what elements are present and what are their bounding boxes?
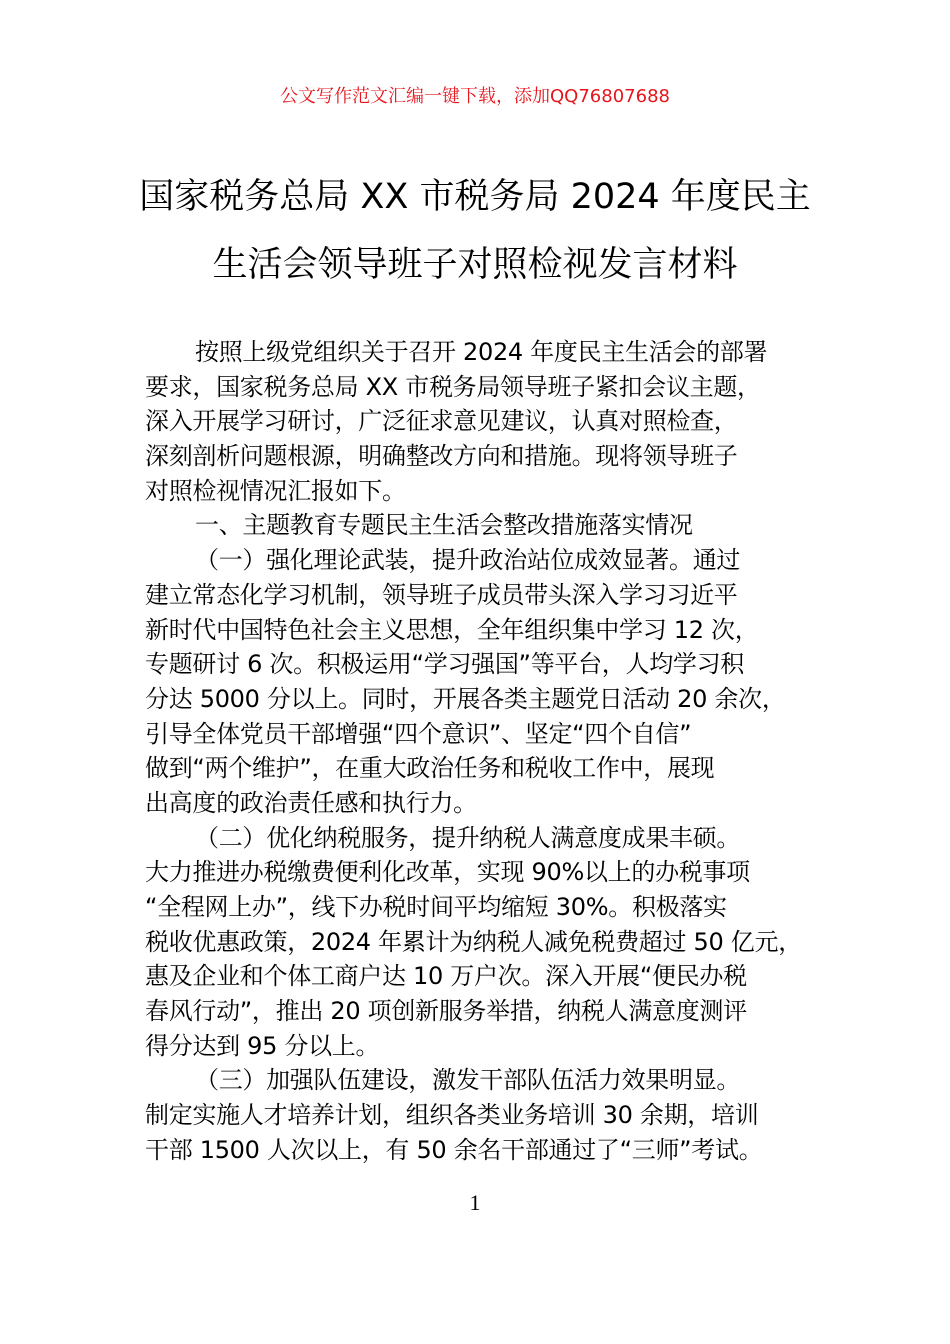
download-promo-header: 公文写作范文汇编一键下载，添加QQ76807688 bbox=[280, 86, 670, 107]
page-number: 1 bbox=[469, 1190, 481, 1215]
body-text-line: 税收优惠政策，2024 年累计为纳税人减免税费超过 50 亿元， bbox=[145, 927, 802, 956]
body-text-line: 对照检视情况汇报如下。 bbox=[145, 476, 406, 505]
body-text-line: （一）强化理论武装，提升政治站位成效显著。通过 bbox=[195, 546, 741, 575]
body-text-line: 做到“两个维护”，在重大政治任务和税收工作中，展现 bbox=[145, 754, 715, 783]
body-text-line: 大力推进办税缴费便利化改革，实现 90%以上的办税事项 bbox=[145, 858, 750, 887]
body-text-line: 惠及企业和个体工商户达 10 万户次。深入开展“便民办税 bbox=[145, 962, 747, 991]
body-text-line: 深入开展学习研讨，广泛征求意见建议，认真对照检查， bbox=[145, 407, 738, 436]
body-text-line: 按照上级党组织关于召开 2024 年度民主生活会的部署 bbox=[195, 338, 768, 366]
body-text-line: 制定实施人才培养计划，组织各类业务培训 30 余期，培训 bbox=[145, 1101, 759, 1130]
body-text-line: 专题研讨 6 次。积极运用“学习强国”等平台，人均学习积 bbox=[145, 650, 744, 679]
body-text-line: （二）优化纳税服务，提升纳税人满意度成果丰硕。 bbox=[195, 823, 741, 852]
body-text-line: 深刻剖析问题根源，明确整改方向和措施。现将领导班子 bbox=[145, 442, 738, 471]
body-text-line: 干部 1500 人次以上，有 50 余名干部通过了“三师”考试。 bbox=[145, 1135, 763, 1164]
document-title-line-1: 国家税务总局 XX 市税务局 2024 年度民主 bbox=[139, 177, 811, 217]
body-text-line: 新时代中国特色社会主义思想，全年组织集中学习 12 次， bbox=[145, 615, 759, 644]
body-text-line: 分达 5000 分以上。同时，开展各类主题党日活动 20 余次， bbox=[145, 684, 786, 713]
body-text-line: 引导全体党员干部增强“四个意识”、坚定“四个自信” bbox=[145, 719, 692, 748]
body-text-line: 一、主题教育专题民主生活会整改措施落实情况 bbox=[195, 511, 693, 540]
body-text-line: 要求，国家税务总局 XX 市税务局领导班子紧扣会议主题， bbox=[145, 372, 761, 401]
body-text-line: （三）加强队伍建设，激发干部队伍活力效果明显。 bbox=[195, 1066, 741, 1095]
document-body bbox=[145, 335, 825, 1168]
body-text-line: 出高度的政治责任感和执行力。 bbox=[145, 788, 477, 817]
body-text-line: “全程网上办”，线下办税时间平均缩短 30%。积极落实 bbox=[145, 893, 727, 921]
document-title-line-2: 生活会领导班子对照检视发言材料 bbox=[212, 245, 738, 285]
body-text-line: 建立常态化学习机制，领导班子成员带头深入学习习近平 bbox=[145, 580, 738, 609]
body-text-line: 春风行动”，推出 20 项创新服务举措，纳税人满意度测评 bbox=[145, 997, 747, 1026]
body-text-line: 得分达到 95 分以上。 bbox=[145, 1031, 380, 1060]
